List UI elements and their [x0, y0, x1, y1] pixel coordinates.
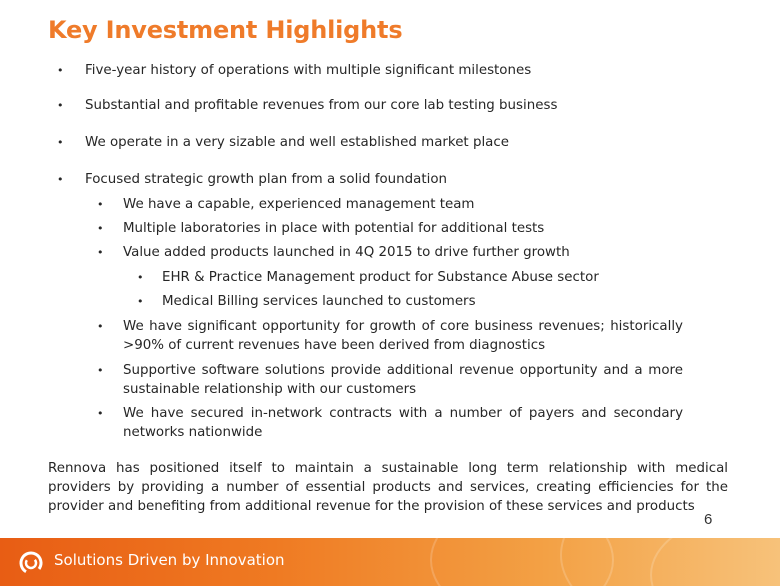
list-item-text: Multiple laboratories in place with potential for additional tests: [123, 221, 545, 236]
list-item-text: We have secured in-network contracts with a number of payers and secondary networks nationwide: [123, 406, 683, 440]
list-item-text: Focused strategic growth plan from a solid foundation: [85, 172, 448, 187]
decorative-swirl: [650, 538, 780, 586]
sub-list-item: [97, 361, 687, 401]
bullet-icon: •: [97, 364, 104, 377]
footer-tagline: Solutions Driven by Innovation: [54, 551, 285, 569]
sub-list-item: [97, 317, 687, 357]
bullet-icon: •: [57, 64, 64, 77]
list-item-text: Value added products launched in 4Q 2015 to drive further growth: [123, 245, 570, 260]
bullet-icon: •: [57, 99, 64, 112]
bullet-icon: •: [57, 136, 64, 149]
list-item-text: We have a capable, experienced management team: [123, 197, 475, 212]
bullet-icon: •: [97, 198, 104, 211]
list-item-text: Supportive software solutions provide additional revenue opportunity and a more sustainable relationship with our customers: [123, 363, 683, 397]
list-item-text: Medical Billing services launched to customers: [162, 294, 476, 309]
swirl-logo-icon: [18, 550, 44, 576]
bullet-icon: •: [97, 222, 104, 235]
list-item-text: EHR & Practice Management product for Substance Abuse sector: [162, 270, 599, 285]
footer-banner: [0, 538, 780, 586]
sub-list-item: [97, 404, 687, 444]
slide-title: Key Investment Highlights: [48, 16, 403, 44]
list-item-text: Substantial and profitable revenues from our core lab testing business: [85, 98, 558, 113]
list-item-text: We operate in a very sizable and well established market place: [85, 135, 509, 150]
list-item-text: Five-year history of operations with multiple significant milestones: [85, 63, 532, 78]
bullet-icon: •: [137, 295, 144, 308]
bullet-icon: •: [57, 173, 64, 186]
bullet-icon: •: [97, 320, 104, 333]
list-item-text: We have significant opportunity for growth of core business revenues; historically >90% of current revenues have been derived from diagnostics: [123, 319, 683, 353]
summary-paragraph: Rennova has positioned itself to maintain a sustainable long term relationship with medical providers by providing a number of essential products and services, creating efficiencies for the provider and benefiting from additional revenue for the provision of these services and products: [48, 461, 728, 514]
page-number: 6: [704, 511, 713, 528]
bullet-icon: •: [97, 407, 104, 420]
bullet-icon: •: [137, 271, 144, 284]
bullet-icon: •: [97, 246, 104, 259]
